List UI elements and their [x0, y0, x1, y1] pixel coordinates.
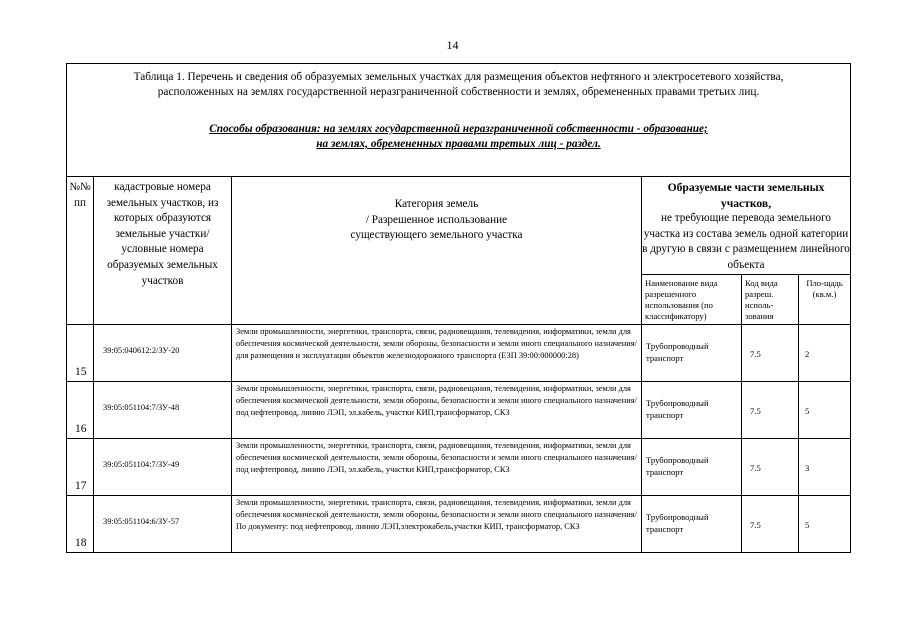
- caption-title-line1: Таблица 1. Перечень и сведения об образуемых земельных участках для размещения объектов нефтяного и электросетевого хозяйства,: [133, 71, 784, 83]
- row-use-type: Трубопроводный транспорт: [642, 381, 742, 438]
- header-formed-parts: [642, 177, 851, 275]
- row-use-type: Трубопроводный транспорт: [642, 495, 742, 552]
- row-cadastral-number: 39:05:051104:6/ЗУ-57: [94, 495, 232, 552]
- header-cadastral: кадастровые номера земельных участков, из которых образуются земельные участки/ условные номера образуемых земельных участков: [94, 177, 232, 325]
- row-area: 2: [799, 324, 851, 381]
- row-land-category: Земли промышленности, энергетики, транспорта, связи, радиовещания, телевидения, информатики, земли для обеспечения космической деятельности, земли обороны, безопасности и земли иного специального назначения/ для размещения и эксплуатации объектов железнодорожного транспорта (ЕЗП 39:00:000000:28): [232, 324, 642, 381]
- row-use-code: 7.5: [742, 381, 799, 438]
- table-row: [67, 495, 851, 552]
- header-category-line1: Категория земель: [394, 198, 479, 210]
- row-area: 3: [799, 438, 851, 495]
- row-number: 18: [67, 495, 94, 552]
- caption-title-line2: расположенных на землях государственной неразграниченной собственности и землях, обремененных правами третьих лиц.: [157, 86, 760, 98]
- header-category: [232, 177, 642, 325]
- subheader-use-code: Код вида разреш. исполь-зования: [742, 274, 799, 324]
- caption-row: [67, 64, 851, 177]
- header-category-line3: существующего земельного участка: [350, 229, 523, 242]
- row-use-code: 7.5: [742, 495, 799, 552]
- row-area: 5: [799, 495, 851, 552]
- table-row: [67, 381, 851, 438]
- formation-methods-line2: на землях, обремененных правами третьих лиц - раздел.: [316, 138, 601, 150]
- row-use-code: 7.5: [742, 324, 799, 381]
- land-plots-table: [66, 63, 851, 553]
- row-land-category: Земли промышленности, энергетики, транспорта, связи, радиовещания, телевидения, информатики, земли для обеспечения космической деятельности, земли обороны, безопасности и земли иного специального назначения/ По документу: под нефтепровод, линию ЛЭП,электрокабель,участки КИП, трансформатор, СКЗ: [232, 495, 642, 552]
- header-row: [67, 177, 851, 275]
- table-row: [67, 324, 851, 381]
- header-num: №№ пп: [67, 177, 94, 325]
- subheader-use-name: Наименование вида разрешенного использования (по классификатору): [642, 274, 742, 324]
- row-land-category: Земли промышленности, энергетики, транспорта, связи, радиовещания, телевидения, информатики, земли для обеспечения космической деятельности, земли обороны, безопасности и земли иного специального назначения/ под нефтепровод, линию ЛЭП, эл.кабель, участки КИП,трансформатор, СКЗ: [232, 381, 642, 438]
- header-formed-description: не требующие перевода земельного участка из состава земель одной категории в другую в связи с размещением линейного объекта: [642, 212, 850, 271]
- row-cadastral-number: 39:05:040612:2/ЗУ-20: [94, 324, 232, 381]
- subheader-area: Пло-щадь (кв.м.): [799, 274, 851, 324]
- row-use-type: Трубопроводный транспорт: [642, 324, 742, 381]
- table-row: [67, 438, 851, 495]
- page-number: 14: [446, 38, 459, 52]
- header-category-line2: / Разрешенное использование: [365, 213, 508, 226]
- formation-methods-line1: Способы образования: на землях государственной неразграниченной собственности - образование;: [209, 123, 708, 135]
- row-land-category: Земли промышленности, энергетики, транспорта, связи, радиовещания, телевидения, информатики, земли для обеспечения космической деятельности, земли обороны, безопасности и земли иного специального назначения/ под нефтепровод, линию ЛЭП, эл.кабель, участки КИП,трансформатор, СКЗ: [232, 438, 642, 495]
- header-formed-title: Образуемые части земельных участков,: [667, 181, 825, 210]
- table-caption: [67, 64, 851, 177]
- row-number: 15: [67, 324, 94, 381]
- row-number: 16: [67, 381, 94, 438]
- row-cadastral-number: 39:05:051104:7/ЗУ-49: [94, 438, 232, 495]
- row-cadastral-number: 39:05:051104:7/ЗУ-48: [94, 381, 232, 438]
- row-use-type: Трубопроводный транспорт: [642, 438, 742, 495]
- row-area: 5: [799, 381, 851, 438]
- row-number: 17: [67, 438, 94, 495]
- row-use-code: 7.5: [742, 438, 799, 495]
